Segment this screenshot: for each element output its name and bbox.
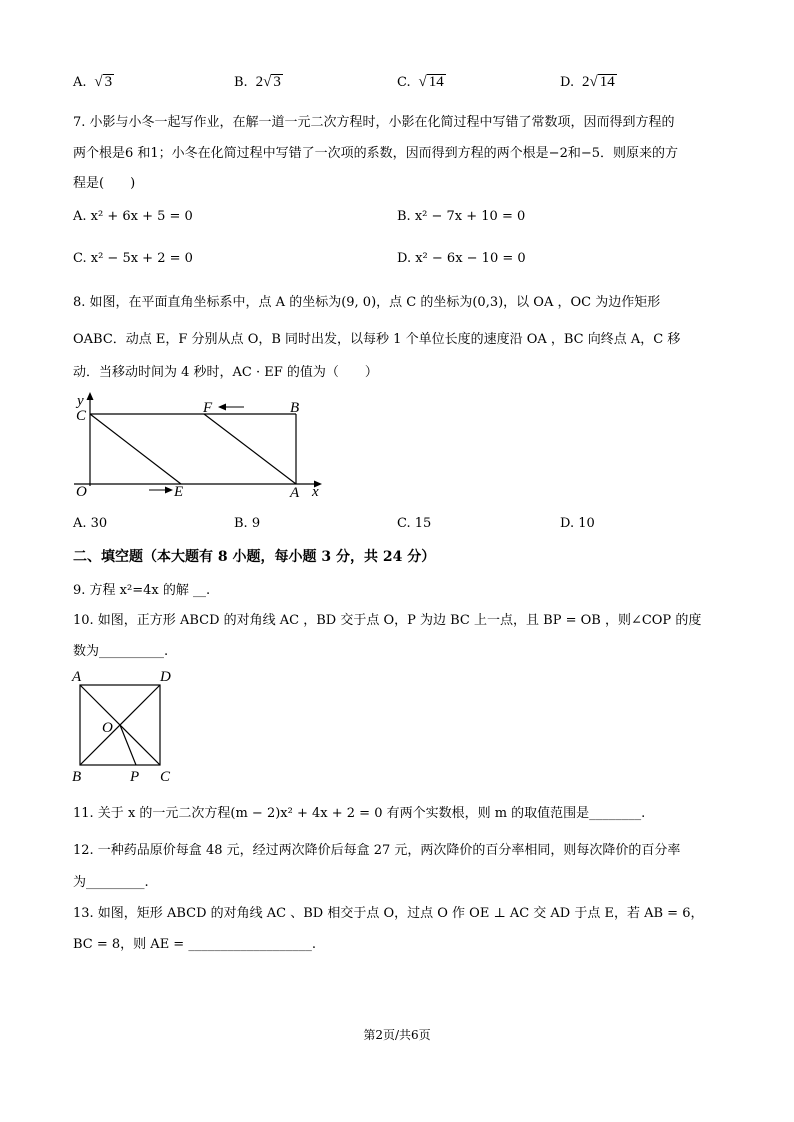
segment-ce (90, 414, 181, 484)
label-a: A (72, 669, 82, 685)
option-math: 2√ 14 (581, 74, 615, 90)
q7-line-1: 7. 小影与小冬一起写作业，在解一道一元二次方程时，小影在化简过程中写错了常数项，因而得到方程的 (73, 115, 675, 130)
q7-option-b: B. x² − 7x + 10 = 0 (397, 209, 526, 224)
q10-figure (66, 665, 186, 785)
q8-line-1: 8. 如图，在平面直角坐标系中，点 A 的坐标为(9, 0)，点 C 的坐标为(0,3)，以 OA ，OC 为边作矩形 (73, 295, 661, 310)
q8-figure (70, 390, 340, 502)
q6-option-c (397, 74, 446, 91)
q6-option-a (73, 74, 114, 91)
option-label: B. (234, 75, 248, 90)
radicand: 14 (428, 74, 444, 90)
option-label: A. (73, 75, 87, 90)
q13-line-2: BC = 8，则 AE = ___________________. (73, 937, 316, 952)
q7-line-2: 两个根是6 和1；小冬在化简过程中写错了一次项的系数，因而得到方程的两个根是−2和−5．则原来的方 (73, 146, 679, 161)
option-label: D. (560, 75, 575, 90)
label-a: A (290, 485, 300, 501)
q12-line-2: 为_________. (73, 875, 149, 890)
q8-option-d: D. 10 (560, 516, 595, 531)
q13-line-1: 13. 如图，矩形 ABCD 的对角线 AC 、BD 相交于点 O，过点 O 作 OE ⊥ AC 交 AD 于点 E，若 AB = 6， (73, 906, 704, 921)
label-y: y (77, 393, 84, 409)
label-f: F (203, 400, 213, 416)
q7-option-c: C. x² − 5x + 2 = 0 (73, 251, 193, 266)
q6-option-d (560, 74, 617, 91)
label-x: x (312, 484, 319, 500)
q8-line-2: OABC．动点 E，F 分别从点 O，B 同时出发，以每秒 1 个单位长度的速度沿 OA ，BC 向终点 A，C 移 (73, 332, 681, 347)
q11-text: 11. 关于 x 的一元二次方程(m − 2)x² + 4x + 2 = 0 有两个实数根，则 m 的取值范围是________. (73, 806, 646, 821)
q7-option-a: A. x² + 6x + 5 = 0 (73, 209, 193, 224)
q8-option-c: C. 15 (397, 516, 432, 531)
label-c: C (160, 769, 171, 785)
segment-fa (204, 414, 296, 484)
label-e: E (174, 484, 184, 500)
q10-line-1: 10. 如图，正方形 ABCD 的对角线 AC ，BD 交于点 O，P 为边 BC 上一点，且 BP = OB ，则∠COP 的度 (73, 613, 702, 628)
radicand: 14 (599, 74, 615, 90)
option-label: C. (397, 75, 411, 90)
q10-line-2: 数为__________. (73, 644, 169, 659)
label-b: B (290, 400, 300, 416)
radicand: 3 (104, 74, 113, 90)
q7-option-d: D. x² − 6x − 10 = 0 (397, 251, 526, 266)
label-c: C (76, 408, 87, 424)
option-math: 2√ 3 (255, 74, 281, 90)
coef: 2 (581, 74, 590, 90)
section-2-title: 二、填空题（本大题有 8 小题，每小题 3 分，共 24 分） (73, 549, 436, 565)
y-axis-arrow-icon (87, 392, 94, 400)
option-math: √ 14 (418, 74, 444, 90)
segment-op (120, 725, 136, 765)
q12-line-1: 12. 一种药品原价每盒 48 元，经过两次降价后每盒 27 元，两次降价的百分率相同，则每次降价的百分率 (73, 843, 681, 858)
q8-line-3: 动．当移动时间为 4 秒时，AC · EF 的值为（ ） (73, 365, 378, 380)
q6-option-b (234, 74, 283, 91)
label-p: P (130, 769, 140, 785)
q8-option-a: A. 30 (73, 516, 108, 531)
arrow-left-icon (218, 404, 226, 411)
q7-line-3: 程是( ) (73, 176, 136, 191)
label-b: B (72, 769, 82, 785)
label-o: O (76, 484, 87, 500)
q8-option-b: B. 9 (234, 516, 261, 531)
arrow-right-icon (165, 487, 173, 494)
label-d: D (160, 669, 171, 685)
q9-text: 9. 方程 x²=4x 的解 __. (73, 583, 211, 598)
option-math: √ 3 (94, 74, 113, 90)
coef: 2 (255, 74, 264, 90)
radicand: 3 (273, 74, 281, 90)
page-footer: 第2页/共6页 (363, 1028, 431, 1042)
label-o: O (102, 720, 113, 736)
